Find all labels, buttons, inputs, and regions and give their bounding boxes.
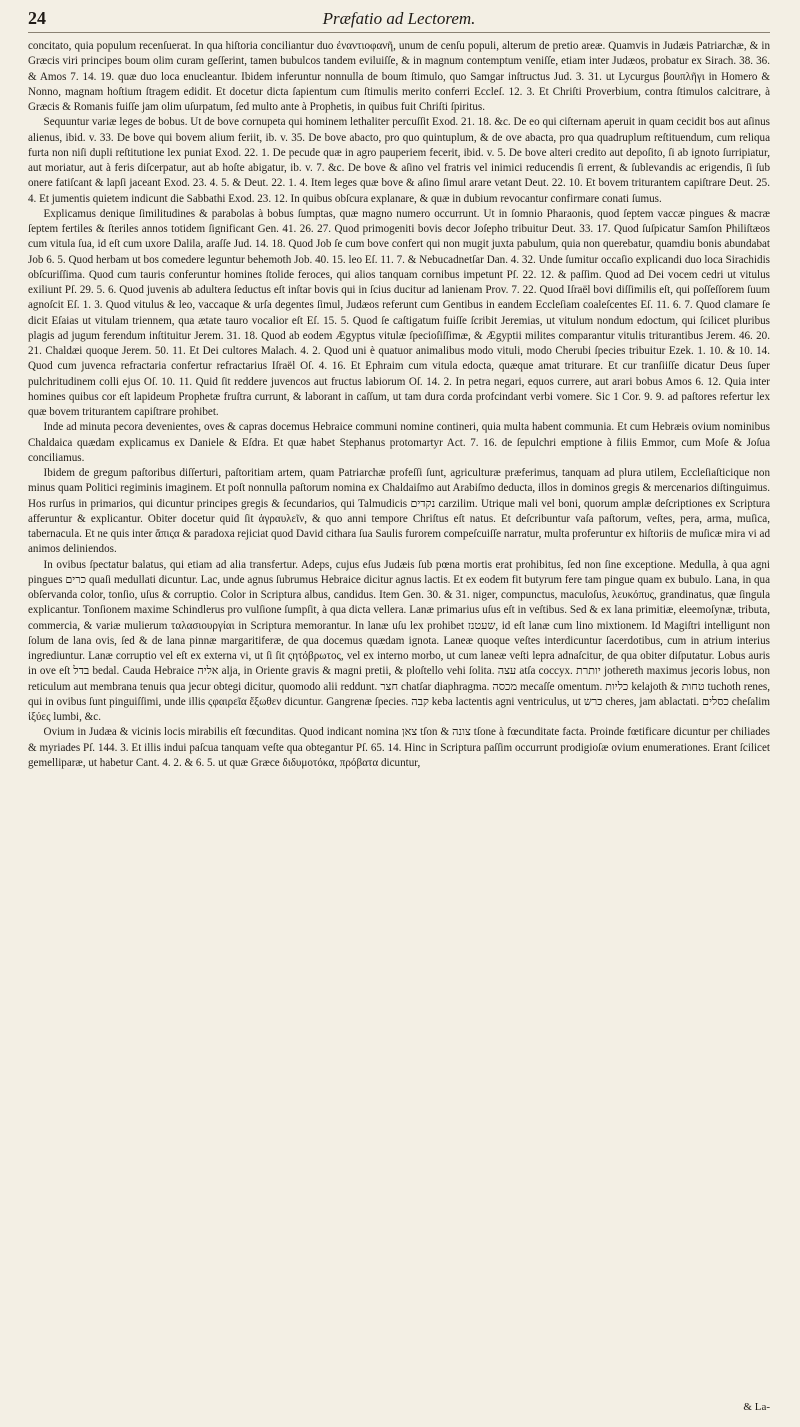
running-title: Præfatio ad Lectorem.: [322, 9, 476, 28]
paragraph: In ovibus ſpectatur balatus, qui etiam ad alia transfertur. Adeps, cujus eſus Judæis ſub pœna mortis erat prohibitus, ſed non ſine exceptione. Medulla, à qua agni pingues כרים quaſi medullati dicuntur. Lac, unde agnus ſubrumus Hebraice dicitur agnus lactis. Et ex eodem fit butyrum fere tam pingue quam ex bubulo. Lana, in qua obſervanda color, tonſio, uſus & corruptio. Color in Scriptura albus, candidus. Item Gen. 30. & 31. niger, compunctus, maculoſus, λευκόπυς, grandinatus, quæ ſingula explicantur. Tonſionem maxime Schindlerus pro vulſione ſumpſit, à qua dicta vellera. Lanæ primarius uſus eſt in veſtibus. Sed & ex lana primitiæ, eleemoſynæ, tributa, commercia, & variæ mulierum ταλασιουργίαι in Scriptura memorantur. In lanæ uſu lex prohibet שעטנז, id eſt lanæ cum lino mixtionem. Id Magiſtri intelligunt non ſolum de lana ovis, ſed & de lana pinnæ margaritiferæ, de qua docemus quædam ignota. Laneæ quoque veſtes interdicuntur ſacerdotibus, cum in atrium interius ingrediuntur. Lanæ corruptio vel eſt ex externa vi, ut ſi ſit ςητόβρωτος, vel ex interno morbo, ut cum laneæ veſti lepra adnaſcitur, de qua obiter diſputatur. Lobus auris in ove eſt בדל bedal. Cauda Hebraice אליה alja, in Oriente gravis & magni pretii, & ploſtello vehi ſolita. עצה atſa coccyx. יותרת jothereth maximus jecoris lobus, non reticulum aut membrana tenuis qua jecur obtegi dicitur, quomodo alii reddunt. חצר chatſar diaphragma. מכסה mecaſſe omentum. כליות kelajoth & טחות tuchoth renes, qui in ovibus ſunt pinguiſſimi, unde illis ςφαιρεῖα ἔξωθεν dicuntur. Gangrenæ ſpecies. קבה keba lactentis agni ventriculus, ut כרש cheres, jam ablactati. כסלים cheſalim ἰξύες lumbi, &c.: [28, 558, 771, 723]
catchword: & La-: [743, 1401, 770, 1413]
paragraph: Explicamus denique ſimilitudines & parabolas à bobus ſumptas, quæ magno numero occurrunt. Ut in ſomnio Pharaonis, quod ſeptem vaccæ pingues & macræ ſeptem fertiles & ſteriles annos totidem ſignificant Gen. 41. 26. 27. Quod primogeniti bovis decor Joſepho tribuitur Deut. 33. 17. Quod ſuſpicatur Samſon Philiſtæos cum vitula ſua, id eſt cum uxore Dalila, araſſe Jud. 14. 18. Quod Job ſe cum bove confert qui non mugit juxta pabulum, quia non querebatur, quamdiu bonis abundabat Job 6. 5. Quod herbam ut bos comedere leguntur behemoth Job. 40. 15. leo Eſ. 11. 7. & Nebucadnetſar Dan. 4. 32. Unde ſumitur occaſio explicandi duo loca Sirachidis obſcuriſſima. Quod cum tauris conferuntur homines ſtolide feroces, qui alios tanquam cornibus impetunt Pſ. 22. 12. & paſſim. Quod ad Dei vocem cedri ut vitulus exiliunt Pſ. 29. 5. 6. Quod juvenis ab adultera ſeductus eſt inſtar bovis qui in ſcius ducitur ad lanienam Prov. 7. 22. Quod Iſraël bovi diſſimilis eſt, qui poſſeſſorem ſuum agnoſcit Eſ. 1. 3. Quod vitulus & leo, vaccaque & urſa degentes ſimul, Judæos referunt cum Gentibus in eandem Eccleſiam coaleſcentes Eſ. 11. 6. 7. Quod clamare ſe dicit Eſaias ut vitulam triennem, qua ætate tauro vocalior eſt Eſ. 15. 5. Quod ſe caſtigatum fuiſſe ſcribit Jeremias, ut vitulum nondum edoctum, qui ſcilicet pluribus plagis ad jugum ferendum inſtituitur Jerem. 31. 18. Quod ab eodem Ægyptus vitulæ ſpecioſiſſimæ, & Ægyptii milites comparantur vitulis triturantibus Jerem. 46. 20. 21. Chaldæi quoque Jerem. 50. 11. Et Dei cultores Malach. 4. 2. Quod uni è quatuor animalibus modo vituli, modo Cherubi ſpecies tribuitur Ezek. 1. 10. & 10. 14. Quod cum juvenca refractaria confertur refractarius Iſraël Oſ. 4. 16. Et Ephraim cum vitula edocta, quæque amat triturare. Et cur tranſiiſſe dicatur Deus ſuper pulchritudinem colli ejus Oſ. 10. 11. Quid ſit reddere juvencos aut fructus labiorum Oſ. 14. 2. In petra negari, equos currere, aut arari bobus Amos 6. 12. Quia inter homines quibus cor eſt lapideum Prophetæ fruſtra currunt, & laborant in caſſum, ut tam dura corda profcindant verbi vomere. Sic 1 Cor. 9. 9. ad paſtores refertur lex quæ bovem triturantem capiſtrare prohibet.: [28, 207, 770, 418]
page-number: 24: [28, 8, 46, 28]
paragraph: Inde ad minuta pecora devenientes, oves & capras docemus Hebraice communi nomine contineri, quia multa habent communia. Et cum Hebræis ovium nominibus Chaldaica quædam explicamus ex Daniele & Eſdra. Et quæ habet Stephanus protomartyr Act. 7. 16. de ſepulchri emptione à filiis Emmor, cum Moſe & Joſua conciliamus.: [28, 421, 770, 464]
paragraph: Sequuntur variæ leges de bobus. Ut de bove cornupeta qui hominem lethaliter percuſſit Exod. 21. 18. &c. De eo qui ciſternam aperuit in quam cecidit bos aut aſinus alienus, ibid. v. 33. De bove qui bovem alium feriit, ib. v. 35. De bove abacto, pro quo quintuplum, & de ove abacta, pro qua quadruplum reſtituendum, cum reliqua furta non niſi dupli reſtitutione lex puniat Exod. 22. 1. De pecude quæ in agro pauperiem fecerit, ibid. v. 5. De bove alteri credito aut depoſito, ſi ab ignoto ſurripiatur, aut moriatur, aut à feris diſcerpatur, aut ab hoſte abigatur, ib. v. 7. &c. De bove & aſino vel fratris vel inimici reducendis ſi errent, & ſublevandis ac erigendis, ſi ſub onere fatiſcant & lapſi jaceant Exod. 23. 4. 5. & Deut. 22. 1. 4. Item leges quæ bove & aſino ſimul arare vetant Deut. 22. 10. Et bovem triturantem capiſtrare Deut. 25. 4. Et jumentis quietem indicunt die Sabbathi Exod. 23. 12. In quibus obſcura explanare, & quæ in dubium revocantur confirmare conati ſumus.: [28, 116, 770, 205]
paragraph: concitato, quia populum recenſuerat. In qua hiſtoria conciliantur duo ἐναντιοφανῆ, unum de cenſu populi, alterum de pretio areæ. Quamvis in Judæis Patriarchæ, & in Græcis viri principes boum olim curam geſſerint, tamen bubulcos tandem eviluiſſe, & in magnum contemptum veniſſe, etiam inter Judæos, probatur ex Sirach. 38. 36. & Amos 7. 14. 19. quæ duo loca enucleantur. Ibidem inferuntur nonnulla de boum ſtimulo, quo Samgar inſtructus Jud. 3. 31. ut Lycurgus βουπλῆγι in Homero & Nonno, magnam hoſtium ſtragem edidit. Et docetur dicta ſapientum cum ſtimulis merito conferri Eccleſ. 12. 3. Et Chriſti Proverbium, contra ſtimulos calcitrare, à Græcis & Romanis fuiſſe jam olim uſurpatum, ſed multo ante à Prophetis, in quibus fuit Chriſti ſpiritus.: [28, 40, 770, 113]
running-head: [28, 6, 770, 33]
text-body: [28, 39, 770, 771]
paragraph: Ovium in Judæa & vicinis locis mirabilis eſt fœcunditas. Quod indicant nomina צאן tſon & צונה tſone à fœcunditate facta. Proinde fœtificare dicuntur per chiliades & myriades Pſ. 144. 3. Et illis indui paſcua tanquam veſte qua obtegantur Pſ. 65. 14. Hinc in Scriptura paſſim occurrunt prodigioſæ ovium enumerationes. Erant ſcilicet gemelliparæ, ut habetur Cant. 4. 2. & 6. 5. ut quæ Græce διδυμοτόκα, πρόβατα dicuntur,: [28, 726, 770, 769]
paragraph: Ibidem de gregum paſtoribus diſſerturi, paſtoritiam artem, quam Patriarchæ profeſſi ſunt, agriculturæ præferimus, tanquam ad plura utilem, Eccleſiaſticique non minus quam Politici regiminis imaginem. Et poſt nonnulla paſtorum nomina ex Chaldaiſmo aut Arabiſmo deducta, illos in dominos gregis & mercenarios diſtinguimus. Hos rurſus in primarios, qui dicuntur principes gregis & ſecundarios, qui Talmudicis נקדים carzilim. Utrique mali vel boni, quorum amplæ deſcriptiones ex Scriptura afferuntur & explicantur. Obiter docetur quid ſit ἀγραυλεῖν, & quo anni tempore Chriſtus eſt natus. Et deſcribuntur vaſa paſtorum, veſtes, pera, arma, muſica, tabernacula. Et ne quis inter ἄπιςα & paradoxa rejiciat quod David cithara ſua Saulis furorem compeſcuiſſe narratur, multa proferuntur ex hiſtoriis de muſicæ mira vi ad animos deliniendos.: [28, 467, 770, 556]
